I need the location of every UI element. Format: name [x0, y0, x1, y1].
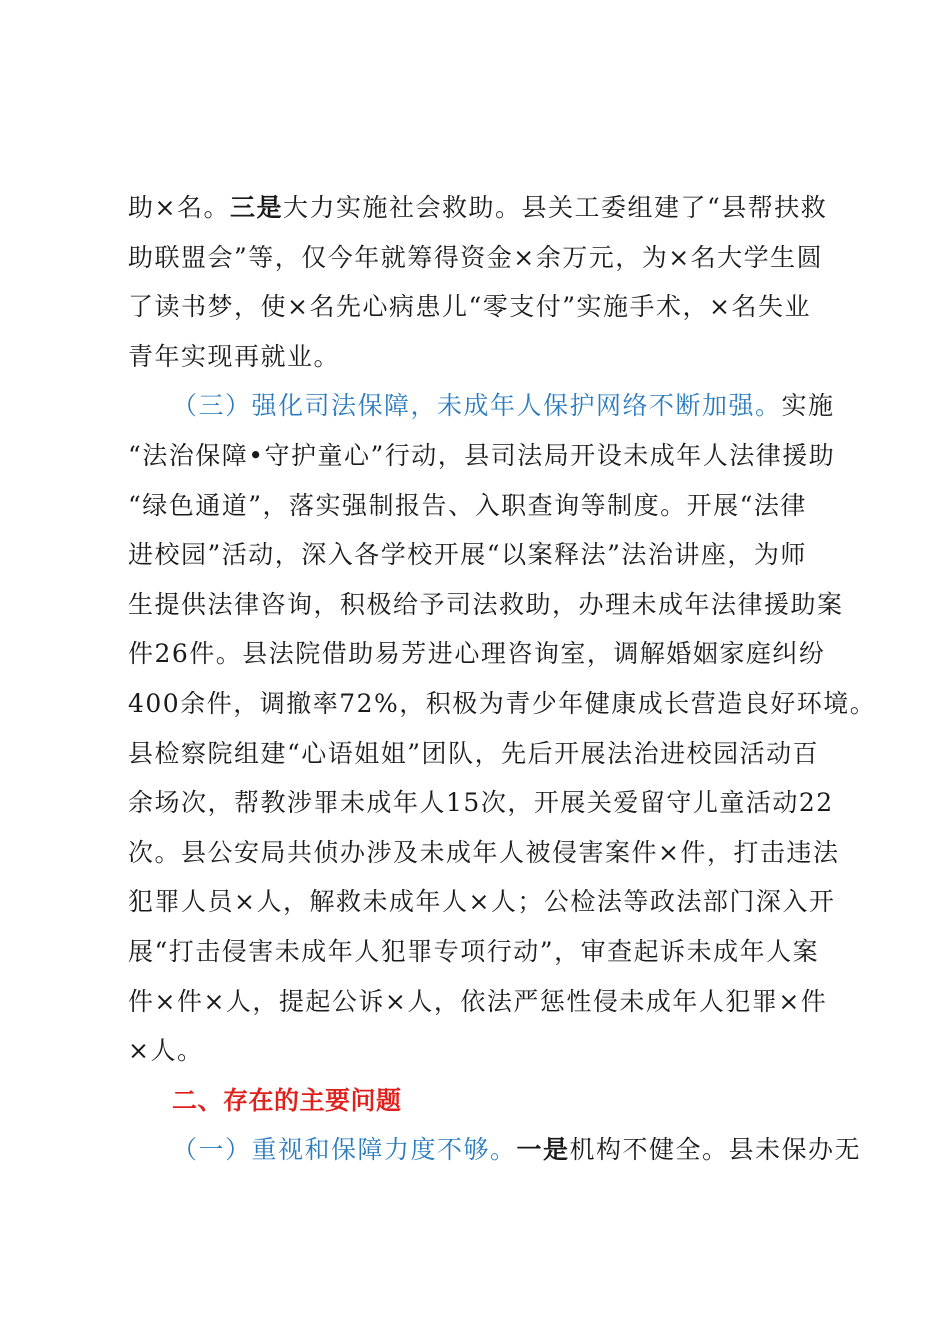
- text-line: [128, 629, 834, 679]
- emphasis-text: 三是: [229, 193, 283, 222]
- text-line: [128, 332, 834, 382]
- section-heading: 二、存在的主要问题: [172, 1085, 402, 1115]
- body-text: 展“打击侵害未成年人犯罪专项行动”，审查起诉未成年人案: [128, 936, 820, 966]
- body-text: 400余件，调撤率72%，积极为青少年健康成长营造良好环境。: [128, 688, 877, 718]
- body-text: “绿色通道”，落实强制报告、入职查询等制度。开展“法律: [128, 490, 807, 520]
- text-line: [128, 481, 834, 531]
- body-text: 了读书梦，使×名先心病患儿“零支付”实施手术，×名失业: [128, 292, 811, 322]
- body-text: 县检察院组建“心语姐姐”团队，先后开展法治进校园活动百: [128, 738, 820, 768]
- body-text: 助联盟会”等，仅今年就筹得资金×余万元，为×名大学生圆: [128, 242, 824, 272]
- body-text: 余场次，帮教涉罪未成年人15次，开展关爱留守儿童活动22: [128, 788, 834, 818]
- body-text: 件×件×人，提起公诉×人，依法严惩性侵未成年人犯罪×件: [128, 986, 828, 1016]
- text-line: [128, 977, 834, 1027]
- body-text: 机构不健全。县未保办无: [569, 1135, 862, 1165]
- text-line: [128, 1026, 834, 1076]
- body-text: 次。县公安局共侦办涉及未成年人被侵害案件×件，打击违法: [128, 837, 840, 867]
- text-line: [128, 183, 834, 233]
- body-text: 助×名。: [128, 193, 230, 222]
- text-line: [128, 431, 834, 481]
- text-line: [128, 580, 844, 630]
- text-line: [128, 877, 834, 927]
- text-line: [128, 927, 834, 977]
- text-line: [128, 1125, 862, 1175]
- subsection-heading: （一）重视和保障力度不够。: [172, 1135, 517, 1165]
- body-text: 大力实施社会救助。县关工委组建了“县帮扶救: [282, 193, 828, 222]
- text-line: [128, 778, 834, 828]
- text-line: [128, 679, 877, 729]
- body-text: 生提供法律咨询，积极给予司法救助，办理未成年法律援助案: [128, 589, 844, 619]
- body-text: 件26件。县法院借助易芳进心理咨询室，调解婚姻家庭纠纷: [128, 639, 826, 669]
- document-body: [128, 183, 877, 1175]
- body-text: 实施: [781, 391, 835, 421]
- emphasis-text: 一是: [516, 1135, 570, 1165]
- text-line: [128, 729, 834, 779]
- body-text: 犯罪人员×人，解救未成年人×人；公检法等政法部门深入开: [128, 887, 836, 917]
- text-line: [128, 828, 840, 878]
- body-text: 进校园”活动，深入各学校开展“以案释法”法治讲座，为师: [128, 540, 807, 570]
- text-line: [128, 381, 834, 431]
- body-text: ×人。: [128, 1036, 204, 1066]
- subsection-heading: （三）强化司法保障，未成年人保护网络不断加强。: [172, 391, 782, 421]
- body-text: “法治保障•守护童心”行动，县司法局开设未成年人法律援助: [128, 440, 836, 470]
- text-line: [128, 1076, 834, 1126]
- text-line: [128, 530, 834, 580]
- text-line: [128, 233, 834, 283]
- text-line: [128, 282, 834, 332]
- body-text: 青年实现再就业。: [128, 341, 341, 371]
